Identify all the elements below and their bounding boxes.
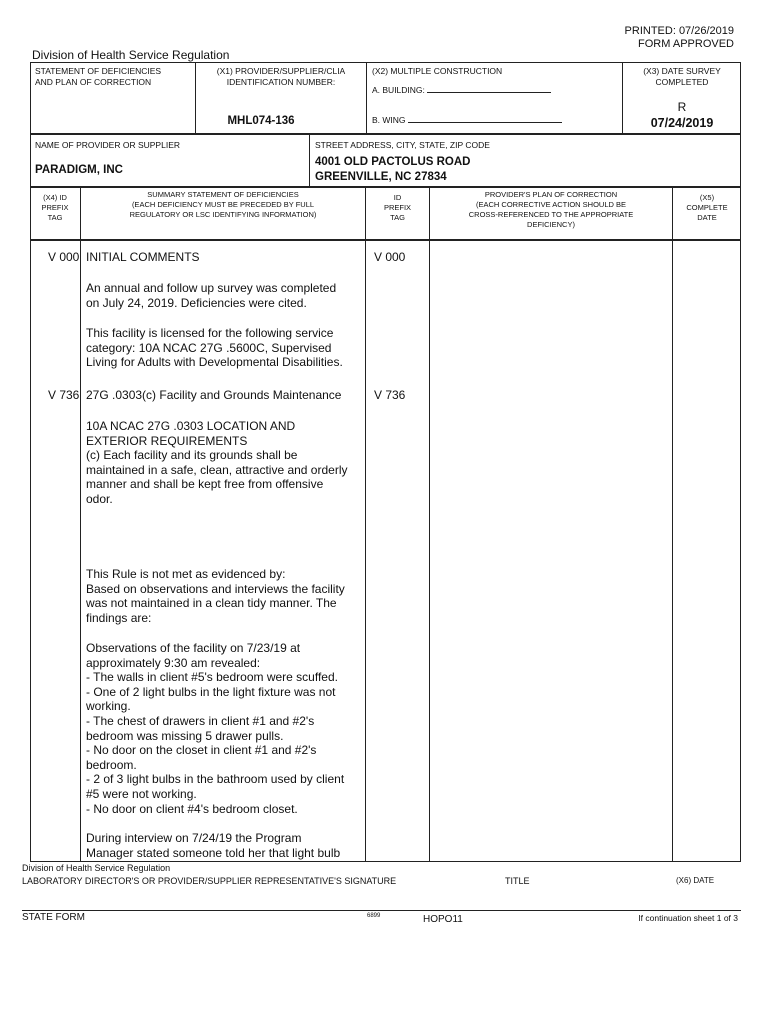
provider-name-label: NAME OF PROVIDER OR SUPPLIER [35,140,180,150]
footer-rule [22,910,741,911]
v736-heading: 27G .0303(c) Facility and Grounds Maintenance [86,388,342,402]
tag-right-v736: V 736 [374,388,406,402]
x2-label: (X2) MULTIPLE CONSTRUCTION [372,66,503,76]
continuation-sheet: If continuation sheet 1 of 3 [638,913,738,923]
title-label: TITLE [505,876,530,886]
provider-id-number: MHL074-136 [227,115,295,127]
x1-label: (X1) PROVIDER/SUPPLIER/CLIA IDENTIFICATION NUMBER: [216,66,346,87]
summary-header: SUMMARY STATEMENT OF DEFICIENCIES (EACH DEFICIENCY MUST BE PRECEDED BY FULL REGULATORY OR LSC IDENTIFYING INFORMATION) [129,190,317,219]
plan-header: PROVIDER'S PLAN OF CORRECTION (EACH CORRECTIVE ACTION SHOULD BE CROSS-REFERENCED TO THE APPROPRIATE DEFICIENCY) [468,190,634,229]
division-title: Division of Health Service Regulation [32,48,230,62]
statement-label: STATEMENT OF DEFICIENCIES AND PLAN OF CORRECTION [35,66,162,87]
rule-not-met-paragraph: This Rule is not met as evidenced by: Based on observations and interviews the facility was not maintained in a clean tidy manner. The findings are: [86,567,345,625]
license-paragraph: This facility is licensed for the following service category: 10A NCAC 27G .5600C, Supervised Living for Adults with Developmental Disabilities. [86,326,343,370]
initial-comments-heading: INITIAL COMMENTS [86,250,200,264]
x3-label: (X3) DATE SURVEY COMPLETED [643,66,721,87]
survey-completed-date: 07/24/2019 [650,116,714,130]
survey-letter: R [677,100,687,114]
form-approved: FORM APPROVED [638,38,734,50]
address-line-1: 4001 OLD PACTOLUS ROAD [315,156,471,168]
x6-date-label: (X6) DATE [676,876,715,885]
x5-header: (X5) COMPLETE DATE [686,193,728,222]
tag-left-v000: V 000 [48,250,80,264]
state-form-label: STATE FORM [22,912,85,923]
provider-name: PARADIGM, INC [35,164,123,176]
survey-summary-paragraph: An annual and follow up survey was completed on July 24, 2019. Deficiencies were cited. [86,281,337,310]
x4-header: (X4) ID PREFIX TAG [41,193,69,222]
observations-paragraph: Observations of the facility on 7/23/19 at approximately 9:30 am revealed: - The walls in client #5's bedroom were scuffed. - One of 2 light bulbs in the light fixture was not working. - The chest of drawers in client #1 and #2's bedroom was missing 5 drawer pulls. - No door on the closet in client #1 and #2's bedroom. - 2 of 3 light bulbs in the bathroom used by client #5 were not working. - No door on client #4's bedroom closet. [86,641,345,816]
tag-left-v736: V 736 [48,388,80,402]
signature-label: LABORATORY DIRECTOR'S OR PROVIDER/SUPPLIER REPRESENTATIVE'S SIGNATURE [22,876,397,886]
tag-right-v000: V 000 [374,250,406,264]
printed-date: PRINTED: 07/26/2019 [624,25,734,37]
id-prefix-header: ID PREFIX TAG [383,193,412,222]
interview-paragraph: During interview on 7/24/19 the Program Manager stated someone told her that light bulb [86,831,341,860]
building-field: A. BUILDING: [372,83,551,96]
address-line-2: GREENVILLE, NC 27834 [315,171,447,183]
address-label: STREET ADDRESS, CITY, STATE, ZIP CODE [315,140,490,150]
form-code: 6899 [367,913,381,919]
form-id: HOPO11 [423,914,463,925]
wing-field: B. WING [372,113,562,126]
footer-division: Division of Health Service Regulation [22,863,171,873]
rule-text-paragraph: 10A NCAC 27G .0303 LOCATION AND EXTERIOR REQUIREMENTS (c) Each facility and its grounds shall be maintained in a safe, clean, attractive and orderly manner and shall be kept free from offensive odor. [86,419,348,506]
